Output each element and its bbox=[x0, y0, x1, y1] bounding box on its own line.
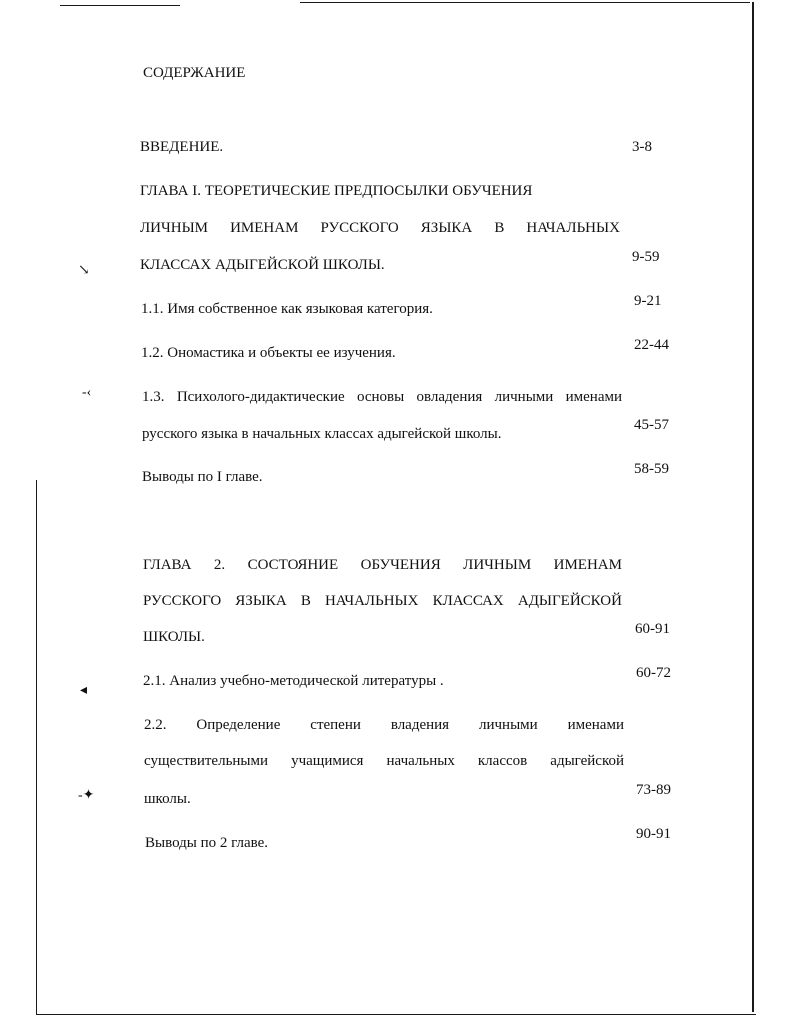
margin-mark-icon: ↘ bbox=[78, 263, 90, 278]
word: существительными bbox=[144, 753, 269, 769]
scan-edge-top-right bbox=[300, 2, 750, 3]
word: именами bbox=[567, 717, 624, 733]
section-1-1-pages: 9-21 bbox=[634, 293, 662, 309]
word: ИМЕНАМ bbox=[230, 220, 299, 236]
section-2-2-pages: 73-89 bbox=[636, 782, 671, 798]
section-2-1: 2.1. Анализ учебно-методической литературы . bbox=[143, 673, 444, 689]
chapter1-conclusions-pages: 58-59 bbox=[634, 461, 669, 477]
word: Психолого-дидактические bbox=[176, 389, 345, 405]
chapter2-conclusions-pages: 90-91 bbox=[636, 826, 671, 842]
word: 1.3. bbox=[142, 389, 165, 405]
section-1-2: 1.2. Ономастика и объекты ее изучения. bbox=[141, 345, 396, 361]
section-2-2-line1 bbox=[144, 716, 624, 734]
word: учащимися bbox=[291, 753, 364, 769]
word: НАЧАЛЬНЫХ bbox=[526, 220, 620, 236]
word: личными bbox=[479, 717, 538, 733]
chapter2-pages: 60-91 bbox=[635, 621, 670, 637]
word: ЛИЧНЫМ bbox=[140, 220, 209, 236]
word: НАЧАЛЬНЫХ bbox=[324, 593, 419, 609]
scan-edge-bottom bbox=[36, 1014, 756, 1015]
word: ЯЗЫКА bbox=[420, 220, 473, 236]
word: адыгейской bbox=[550, 753, 624, 769]
section-1-2-pages: 22-44 bbox=[634, 337, 669, 353]
scan-edge-right bbox=[752, 2, 754, 1012]
chapter2-heading-line3: ШКОЛЫ. bbox=[143, 629, 205, 645]
chapter2-heading-line1 bbox=[143, 556, 622, 574]
chapter1-pages: 9-59 bbox=[632, 249, 660, 265]
word: АДЫГЕЙСКОЙ bbox=[517, 593, 622, 609]
word: Определение bbox=[196, 717, 281, 733]
section-1-1: 1.1. Имя собственное как языковая категория. bbox=[141, 301, 433, 317]
chapter2-heading-line2 bbox=[143, 592, 622, 610]
section-1-3-line1 bbox=[142, 388, 622, 406]
section-1-3-line2: русского языка в начальных классах адыгейской школы. bbox=[142, 426, 502, 442]
word: 2.2. bbox=[144, 717, 167, 733]
word: начальных bbox=[386, 753, 455, 769]
section-2-2-line3: школы. bbox=[144, 791, 191, 807]
word: владения bbox=[390, 717, 450, 733]
word: ЛИЧНЫМ bbox=[463, 557, 532, 573]
margin-mark-icon: ◂ bbox=[80, 683, 88, 698]
word: КЛАССАХ bbox=[432, 593, 504, 609]
word: ИМЕНАМ bbox=[553, 557, 622, 573]
word: степени bbox=[310, 717, 361, 733]
chapter2-conclusions: Выводы по 2 главе. bbox=[145, 835, 269, 851]
word: ЯЗЫКА bbox=[235, 593, 287, 609]
section-1-3-pages: 45-57 bbox=[634, 417, 669, 433]
word: СОСТОЯНИЕ bbox=[247, 557, 339, 573]
word: личными bbox=[494, 389, 554, 405]
word: основы bbox=[356, 389, 405, 405]
scan-edge-left bbox=[36, 480, 37, 1015]
word: ОБУЧЕНИЯ bbox=[360, 557, 441, 573]
margin-mark-icon: -‹ bbox=[82, 385, 92, 400]
chapter1-heading-line1: ГЛАВА I. ТЕОРЕТИЧЕСКИЕ ПРЕДПОСЫЛКИ ОБУЧЕНИЯ bbox=[140, 183, 533, 199]
word: именами bbox=[565, 389, 622, 405]
intro-pages: 3-8 bbox=[632, 139, 652, 155]
word: классов bbox=[477, 753, 528, 769]
chapter1-heading-line2 bbox=[140, 219, 620, 237]
section-2-2-line2 bbox=[144, 752, 624, 770]
word: РУССКОГО bbox=[143, 593, 222, 609]
word: В bbox=[300, 593, 311, 609]
page-title: СОДЕРЖАНИЕ bbox=[143, 65, 246, 81]
chapter1-conclusions: Выводы по I главе. bbox=[142, 469, 263, 485]
word: РУССКОГО bbox=[320, 220, 399, 236]
word: ГЛАВА bbox=[143, 557, 192, 573]
word: В bbox=[494, 220, 505, 236]
word: овладения bbox=[416, 389, 483, 405]
margin-mark-icon: -✦ bbox=[78, 788, 95, 803]
word: 2. bbox=[213, 557, 226, 573]
chapter1-heading-line3: КЛАССАХ АДЫГЕЙСКОЙ ШКОЛЫ. bbox=[140, 257, 385, 273]
scan-edge-top bbox=[60, 5, 180, 6]
section-2-1-pages: 60-72 bbox=[636, 665, 671, 681]
intro-label: ВВЕДЕНИЕ. bbox=[140, 139, 224, 155]
